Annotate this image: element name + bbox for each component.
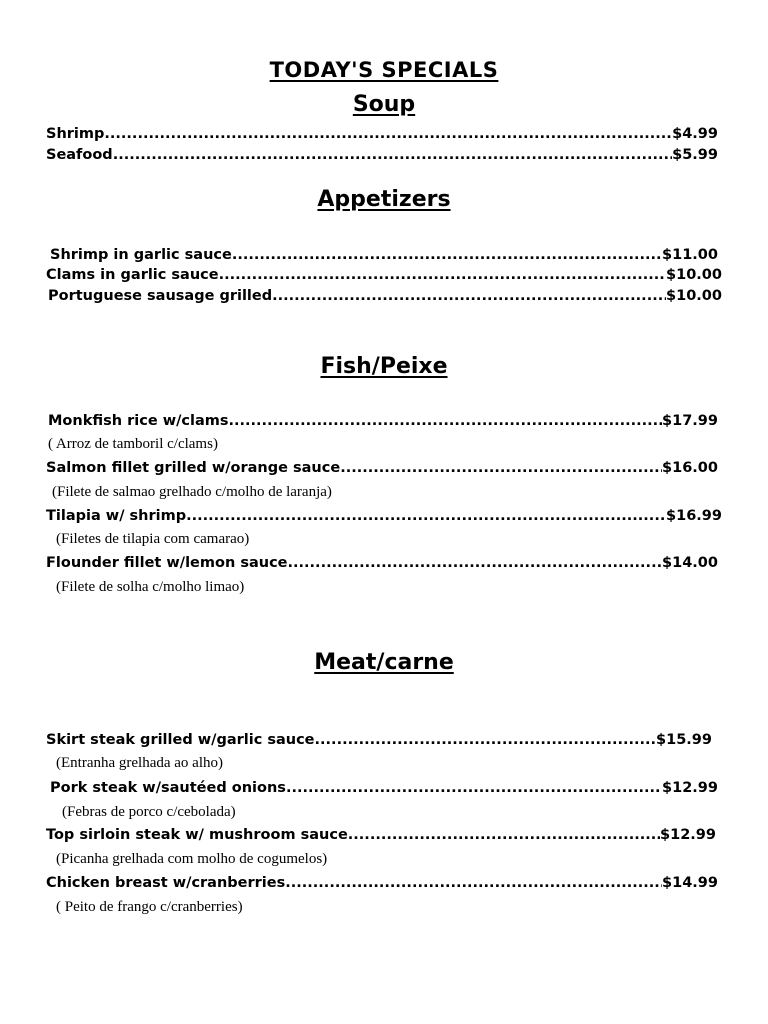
item-name: Top sirloin steak w/ mushroom sauce <box>46 827 348 843</box>
item-translation: (Filete de salmao grelhado c/molho de laranja) <box>52 484 332 500</box>
dot-leader <box>315 731 657 749</box>
item-name: Shrimp <box>46 126 105 142</box>
section-title-soup: Soup <box>352 92 416 117</box>
item-name: Pork steak w/sautéed onions <box>50 780 286 796</box>
item-translation: (Filetes de tilapia com camarao) <box>56 531 250 547</box>
item-price: $12.99 <box>660 827 716 843</box>
menu-item-meat <box>46 826 716 844</box>
dot-leader <box>286 779 662 797</box>
menu-item-fish <box>46 554 718 572</box>
item-name: Chicken breast w/cranberries <box>46 875 286 891</box>
section-title-meat: Meat/carne <box>314 650 454 675</box>
item-translation: ( Peito de frango c/cranberries) <box>56 899 243 915</box>
menu-item-appetizer <box>48 287 722 305</box>
menu-item-fish <box>46 459 718 477</box>
dot-leader <box>272 287 666 305</box>
item-name: Monkfish rice w/clams <box>48 413 229 429</box>
menu-item-appetizer <box>50 246 718 264</box>
item-name: Tilapia w/ shrimp <box>46 508 187 524</box>
item-name: Salmon fillet grilled w/orange sauce <box>46 460 341 476</box>
item-price: $10.00 <box>666 267 722 283</box>
item-price: $14.00 <box>662 555 718 571</box>
item-price: $16.99 <box>666 508 722 524</box>
menu-item-fish <box>48 412 718 430</box>
item-translation: (Febras de porco c/cebolada) <box>62 804 236 820</box>
item-translation: (Entranha grelhada ao alho) <box>56 755 223 771</box>
menu-item-meat <box>50 779 718 797</box>
menu-item-appetizer <box>46 266 722 284</box>
section-title-fish: Fish/Peixe <box>320 354 448 379</box>
section-title-appetizers: Appetizers <box>317 187 451 212</box>
dot-leader <box>104 125 672 143</box>
dot-leader <box>285 874 662 892</box>
item-price: $12.99 <box>662 780 718 796</box>
dot-leader <box>232 246 662 264</box>
item-price: $5.99 <box>672 147 718 163</box>
item-price: $10.00 <box>666 288 722 304</box>
menu-item-soup-shrimp <box>46 125 718 143</box>
dot-leader <box>186 507 666 525</box>
item-price: $14.99 <box>662 875 718 891</box>
menu-item-soup-seafood <box>46 146 718 164</box>
item-price: $16.00 <box>662 460 718 476</box>
item-price: $15.99 <box>656 732 712 748</box>
item-name: Clams in garlic sauce <box>46 267 219 283</box>
menu-item-fish <box>46 507 722 525</box>
menu-item-meat <box>46 731 712 749</box>
menu-item-meat <box>46 874 718 892</box>
item-price: $17.99 <box>662 413 718 429</box>
item-name: Flounder fillet w/lemon sauce <box>46 555 288 571</box>
item-price: $11.00 <box>662 247 718 263</box>
dot-leader <box>340 459 662 477</box>
item-name: Skirt steak grilled w/garlic sauce <box>46 732 315 748</box>
item-name: Shrimp in garlic sauce <box>50 247 232 263</box>
item-translation: (Picanha grelhada com molho de cogumelos) <box>56 851 328 867</box>
item-name: Seafood <box>46 147 113 163</box>
item-price: $4.99 <box>672 126 718 142</box>
dot-leader <box>288 554 663 572</box>
dot-leader <box>219 266 666 284</box>
item-name: Portuguese sausage grilled <box>48 288 273 304</box>
dot-leader <box>113 146 672 164</box>
menu-title: TODAY'S SPECIALS <box>269 58 499 82</box>
dot-leader <box>348 826 660 844</box>
item-translation: ( Arroz de tamboril c/clams) <box>48 436 218 452</box>
dot-leader <box>229 412 663 430</box>
item-translation: (Filete de solha c/molho limao) <box>56 579 245 595</box>
